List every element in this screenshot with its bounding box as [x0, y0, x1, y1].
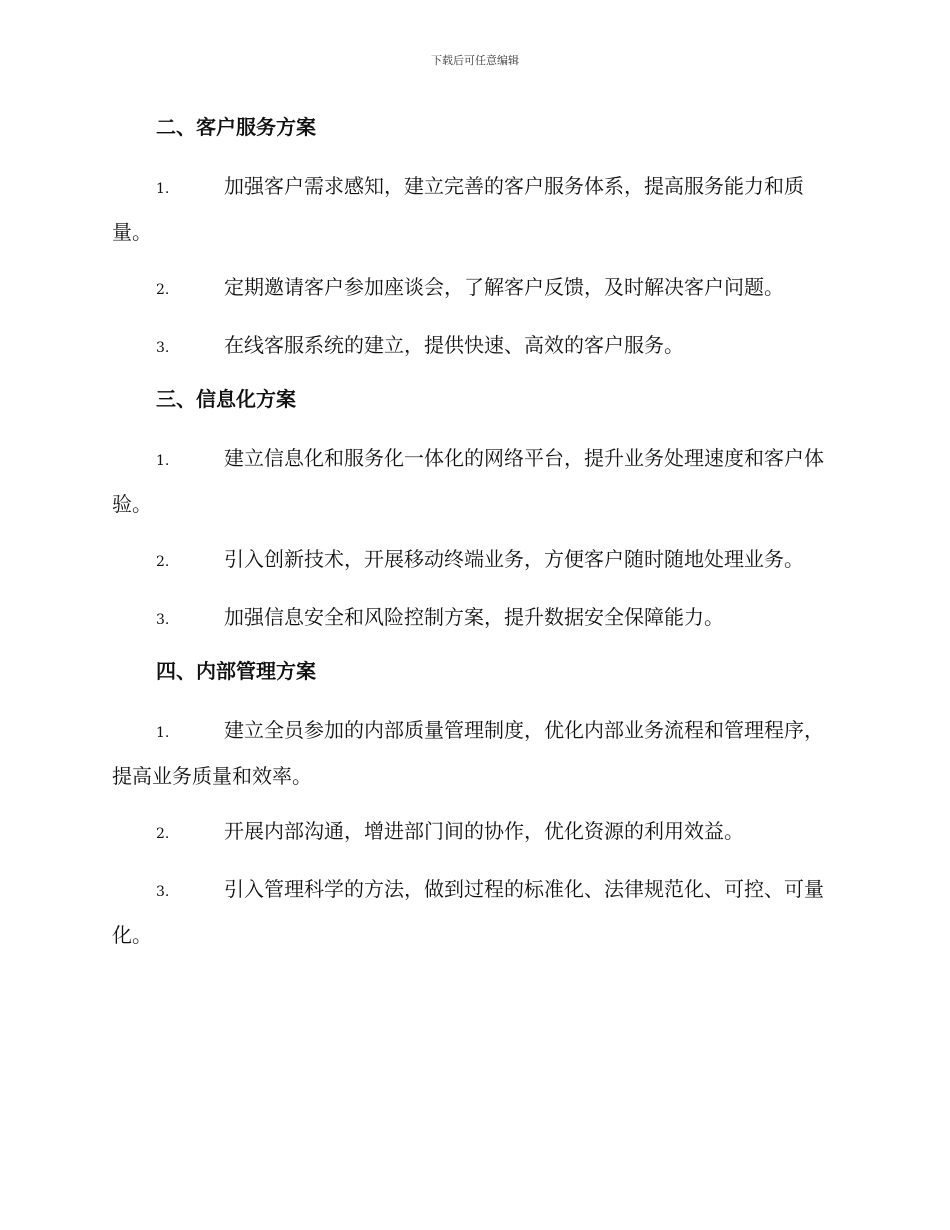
list-item	[112, 538, 834, 584]
item-text: 建立信息化和服务化一体化的网络平台，提升业务处理速度和客户体验。	[112, 446, 824, 516]
section-heading: 四、内部管理方案	[156, 659, 316, 683]
item-number: 3.	[156, 884, 170, 900]
item-text: 开展内部沟通，增进部门间的协作，优化资源的利用效益。	[224, 819, 744, 843]
item-text: 定期邀请客户参加座谈会，了解客户反馈，及时解决客户问题。	[224, 275, 784, 299]
item-number: 1.	[156, 181, 170, 197]
section-customer-service	[112, 110, 834, 370]
item-text: 加强客户需求感知，建立完善的客户服务体系，提高服务能力和质量。	[112, 174, 804, 244]
list-item	[112, 868, 834, 957]
list-item	[112, 266, 834, 312]
item-number: 2.	[156, 554, 170, 570]
item-text: 引入创新技术，开展移动终端业务，方便客户随时随地处理业务。	[224, 547, 804, 571]
item-number: 2.	[156, 282, 170, 298]
section-informatization	[112, 382, 834, 642]
item-text: 在线客服系统的建立，提供快速、高效的客户服务。	[224, 333, 684, 357]
item-number: 1.	[156, 725, 170, 741]
section-heading: 二、客户服务方案	[156, 115, 316, 139]
page-header: 下载后可任意编辑	[431, 54, 519, 67]
item-text: 引入管理科学的方法，做到过程的标准化、法律规范化、可控、可量化。	[112, 877, 824, 947]
item-number: 1.	[156, 453, 170, 469]
list-item	[112, 596, 834, 642]
item-text: 建立全员参加的内部质量管理制度，优化内部业务流程和管理程序，提高业务质量和效率。	[112, 718, 824, 788]
item-number: 3.	[156, 612, 170, 628]
list-item	[112, 810, 834, 856]
section-heading: 三、信息化方案	[156, 387, 296, 411]
section-internal-management	[112, 654, 834, 957]
item-number: 3.	[156, 340, 170, 356]
item-number: 2.	[156, 826, 170, 842]
list-item	[112, 437, 834, 526]
list-item	[112, 709, 834, 798]
document-body	[112, 110, 834, 969]
list-item	[112, 324, 834, 370]
list-item	[112, 165, 834, 254]
item-text: 加强信息安全和风险控制方案，提升数据安全保障能力。	[224, 605, 724, 629]
